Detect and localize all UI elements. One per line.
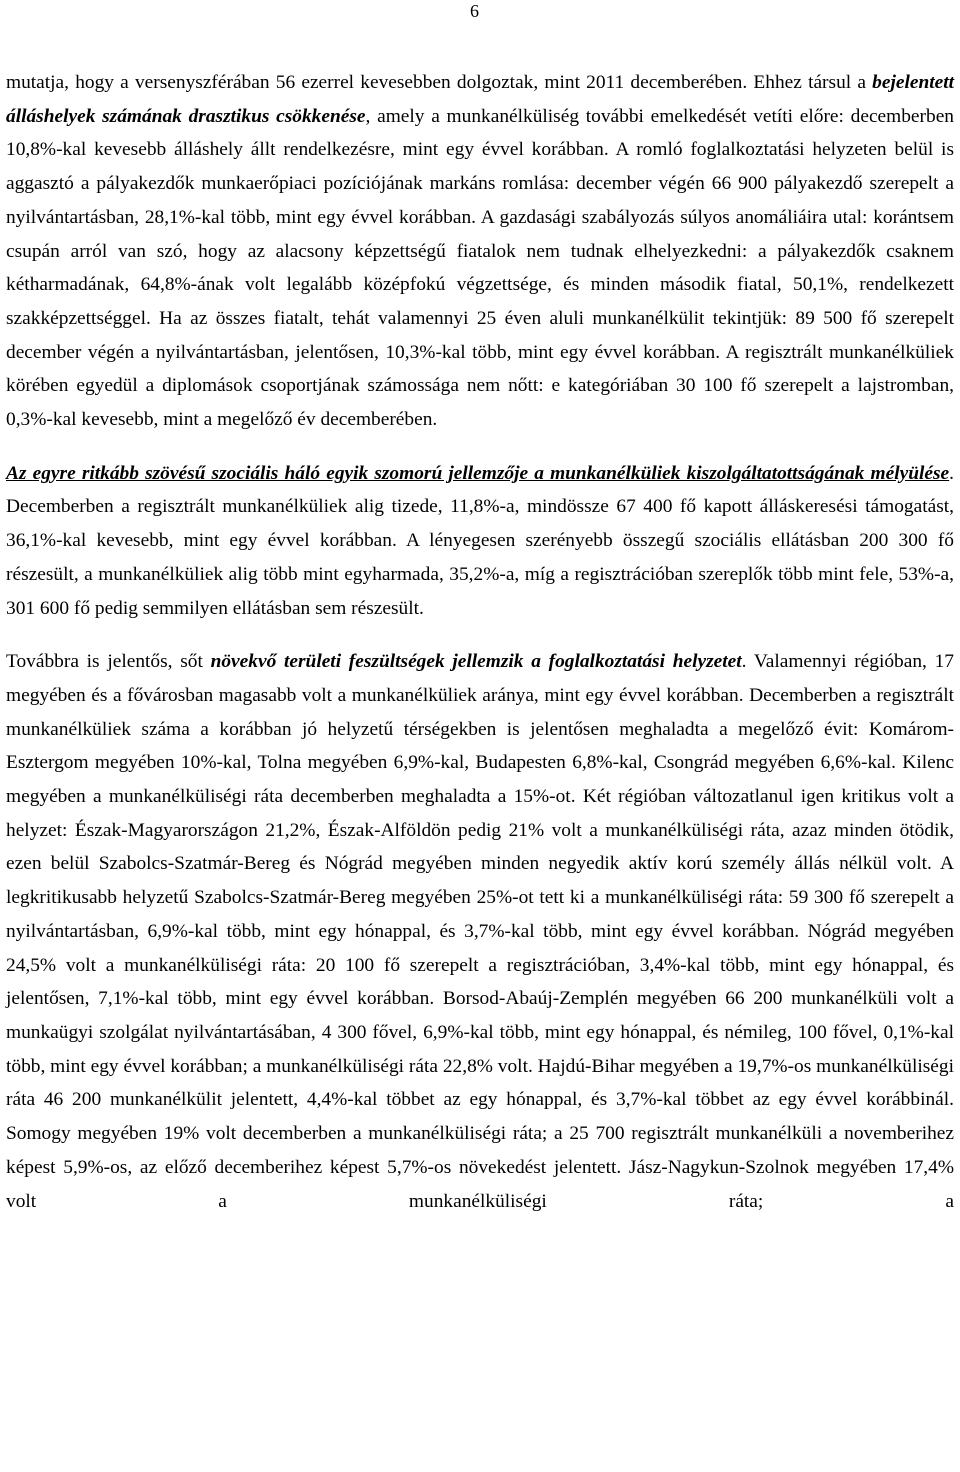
paragraph-1-emphasis: bejelentett álláshelyek számának drasztikus csökkenése	[6, 72, 954, 127]
document-body	[6, 66, 954, 1218]
paragraph-2-text: . Decemberben a regisztrált munkanélküliek alig tizede, 11,8%-a, mindössze 67 400 fő kapott álláskeresési támogatást, 36,1%-kal kevesebb, mint egy évvel korábban. A lényegesen szerényebb összegű szociális ellátásban 200 300 fő részesült, a munkanélküliek alig több mint egyharmada, 35,2%-a, míg a regisztrációban szereplők több mint fele, 53%-a, 301 600 fő pedig semmilyen ellátásban sem részesült.	[6, 462, 954, 619]
paragraph-3	[6, 645, 954, 1218]
paragraph-2	[6, 457, 954, 626]
paragraph-1-text-2: , amely a munkanélküliség további emelkedését vetíti előre: decemberben 10,8%-kal kevesebb álláshely állt rendelkezésre, mint egy évvel korábban. A romló foglalkoztatási helyzeten belül is aggasztó a pályakezdők munkaerőpiaci pozíciójának markáns romlása: december végén 66 900 pályakezdő szerepelt a nyilvántartásban, 28,1%-kal több, mint egy évvel korábban. A gazdasági szabályozás súlyos anomáliáira utal: korántsem csupán arról van szó, hogy az alacsony képzettségű fiatalok nem tudnak elhelyezkedni: a pályakezdők csaknem kétharmadának, 64,8%-ának volt legalább középfokú végzettsége, és minden második fiatal, 50,1%, rendelkezett szakképzettséggel. Ha az összes fiatalt, tehát valamennyi 25 éven aluli munkanélkülit tekintjük: 89 500 fő szerepelt december végén a nyilvántartásban, jelentősen, 10,3%-kal több, mint egy évvel korábban. A regisztrált munkanélküliek körében egyedül a diplomások csoportjának számossága nem nőtt: e kategóriában 30 100 fő szerepelt a lajstromban, 0,3%-kal kevesebb, mint a megelőző év decemberében.	[6, 105, 954, 431]
paragraph-3-text-1: Továbbra is jelentős, sőt	[6, 651, 211, 673]
paragraph-3-text-2: . Valamennyi régióban, 17 megyében és a fővárosban magasabb volt a munkanélküliek aránya, mint egy évvel korábban. Decemberben a regisztrált munkanélküliek száma a korábban jó helyzetű térségekben is jelentősen meghaladta a megelőző évit: Komárom-Esztergom megyében 10%-kal, Tolna megyében 6,9%-kal, Budapesten 6,8%-kal, Csongrád megyében 6,6%-kal. Kilenc megyében a munkanélküliségi ráta decemberben meghaladta a 15%-ot. Két régióban változatlanul igen kritikus volt a helyzet: Észak-Magyarországon 21,2%, Észak-Alföldön pedig 21% volt a munkanélküliségi ráta, azaz minden ötödik, ezen belül Szabolcs-Szatmár-Bereg és Nógrád megyében minden negyedik aktív korú személy állás nélkül volt. A legkritikusabb helyzetű Szabolcs-Szatmár-Bereg megyében 25%-ot tett ki a munkanélküliségi ráta: 59 300 fő szerepelt a nyilvántartásban, 6,9%-kal több, mint egy hónappal, és 3,7%-kal több, mint egy évvel korábban. Nógrád megyében 24,5% volt a munkanélküliségi ráta: 20 100 fő szerepelt a regisztrációban, 3,4%-kal több, mint egy hónappal, és jelentősen, 7,1%-kal több, mint egy évvel korábban. Borsod-Abaúj-Zemplén megyében 66 200 munkanélküli volt a munkaügyi szolgálat nyilvántartásában, 4 300 fővel, 6,9%-kal több, mint egy hónappal, és némileg, 100 fővel, 0,1%-kal több, mint egy évvel korábban; a munkanélküliségi ráta 22,8% volt. Hajdú-Bihar megyében a 19,7%-os munkanélküliségi ráta 46 200 munkanélkülit jelentett, 4,4%-kal többet az egy hónappal, és 3,7%-kal többet az egy évvel korábbinál. Somogy megyében 19% volt decemberben a munkanélküliségi ráta; a 25 700 regisztrált munkanélküli a novemberihez képest 5,9%-os, az előző decemberihez képest 5,7%-os növekedést jelentett. Jász-Nagykun-Szolnok megyében 17,4% volt a munkanélküliségi ráta; a	[6, 651, 955, 1212]
paragraph-1-text-1: mutatja, hogy a versenyszférában 56 ezerrel kevesebben dolgoztak, mint 2011 decemberében. Ehhez társul a	[6, 72, 873, 93]
paragraph-1	[6, 66, 954, 437]
paragraph-2-heading-emphasis: Az egyre ritkább szövésű szociális háló egyik szomorú jellemzője a munkanélküliek kiszolgáltatottságának mélyülése	[6, 462, 950, 484]
paragraph-3-emphasis: növekvő területi feszültségek jellemzik a foglalkoztatási helyzetet	[210, 651, 742, 673]
page-number: 6	[470, 1, 479, 21]
